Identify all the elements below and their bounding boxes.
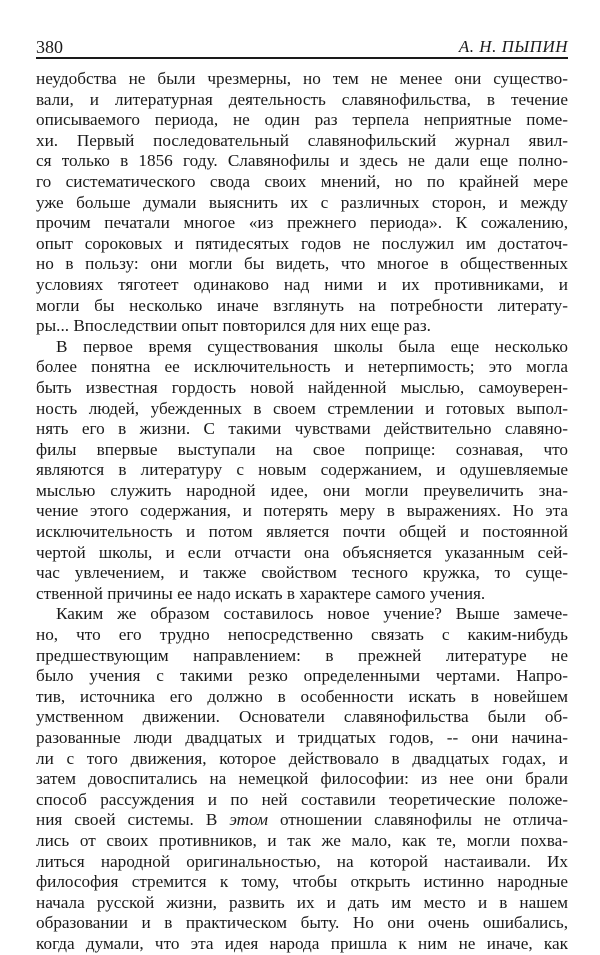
text-line: более понятна ее исключительность и нетерпимость; это могла (36, 357, 568, 377)
text-line: могли бы несколько иначе взглянуть на потребности литерату- (36, 295, 568, 315)
text-line: тив, источника его должно в особенности искать в новейшем (36, 686, 568, 706)
text-line: умственном движении. Основатели славянофильства были об- (36, 707, 568, 727)
text-line: чертой школы, и если отчасти она объясняется указанным сей- (36, 542, 568, 562)
text-line: чение этого содержания, и потерять меру в выражениях. Но эта (36, 501, 568, 521)
text-line: ся только в 1856 году. Славянофилы и здесь не дали еще полно- (36, 151, 568, 171)
text-line: но в пользу: они могли бы видеть, что многое в общественных (36, 254, 568, 274)
text-line: способ рассуждения и по ней составили теоретические положе- (36, 789, 568, 809)
text-line: затем довоспитались на немецкой философии: из нее они брали (36, 769, 568, 789)
text-line: но, что его трудно непосредственно связать с каким-нибудь (36, 625, 568, 645)
text-line: час увлечением, и также свойством тесного кружка, то суще- (36, 563, 568, 583)
text-line: исключительность и потом является почти общей и постоянной (36, 522, 568, 542)
text-segment: ния своей системы. В (36, 810, 230, 830)
text-line: нять его в жизни. С такими чувствами действительно славяно- (36, 419, 568, 439)
text-line: условиях тяготеет одинаково над ними и их противниками, и (36, 274, 568, 294)
text-line: хи. Первый последовательный славянофильский журнал явил- (36, 130, 568, 150)
text-line: го систематического свода своих мнений, но по крайней мере (36, 171, 568, 191)
text-line: являются в литературу с новым содержанием, и одушевляемые (36, 460, 568, 480)
text-line: уже больше думали выяснить их с различных сторон, и между (36, 192, 568, 212)
text-line: мыслью служить народной идее, они могли преувеличить зна- (36, 480, 568, 500)
text-line: философия стремится к тому, чтобы открыть истинно народные (36, 872, 568, 892)
text-line: разованные люди двадцатых и тридцатых годов, -- они начина- (36, 728, 568, 747)
text-line: когда думали, что эта идея народа пришла к ним не иначе, как (36, 933, 568, 953)
text-line: быть известная гордость новой найденной мыслью, самоуверен- (36, 377, 568, 397)
text-line: предшествующим направлением: в прежней литературе не (36, 645, 568, 665)
text-line (36, 810, 568, 831)
text-line: В первое время существования школы была еще несколько (56, 336, 568, 356)
text-line: Каким же образом составилось новое учение? Выше замече- (56, 604, 568, 624)
text-line: прочим печатали многое «из прежнего периода». К сожалению, (36, 213, 568, 233)
body-text (36, 69, 568, 955)
text-line: вали, и литературная деятельность славянофильства, в течение (36, 89, 568, 109)
emphasized-word: этом (229, 810, 268, 830)
text-line: описываемого периода, не один раз терпела неприятные поме- (36, 110, 568, 130)
page-number: 380 (36, 37, 63, 57)
text-line: ли с того движения, которое действовало в двадцатых годах, и (36, 748, 568, 768)
text-line: филы впервые выступали на свое поприще: сознавая, что (36, 439, 568, 459)
text-line: было учения с такими резко определенными чертами. Напро- (36, 666, 568, 686)
running-head-author: А. Н. ПЫПИН (458, 37, 568, 56)
text-line: ность людей, убежденных в своем стремлении и готовых выпол- (36, 398, 568, 418)
text-line: литься народной оригинальностью, на которой настаивали. Их (36, 851, 568, 871)
text-segment: отношении славянофилы не отлича- (267, 810, 568, 830)
text-line: неудобства не были чрезмерны, но тем не менее они существо- (36, 69, 568, 88)
text-line: начала русской жизни, развить их и дать им место и в нашем (36, 892, 568, 912)
book-page (36, 36, 568, 955)
text-line: образовании и в практическом быту. Но они очень ошибались, (36, 913, 568, 933)
text-line: опыт сороковых и пятидесятых годов не послужил им достаточ- (36, 233, 568, 253)
text-line: ры... Впоследствии опыт повторился для них еще раз. (36, 316, 431, 336)
text-line: лись от своих противников, и так же мало, как те, могли похва- (36, 830, 568, 850)
text-line: ственной причины ее надо искать в характере самого учения. (36, 583, 486, 603)
running-head (36, 36, 568, 59)
